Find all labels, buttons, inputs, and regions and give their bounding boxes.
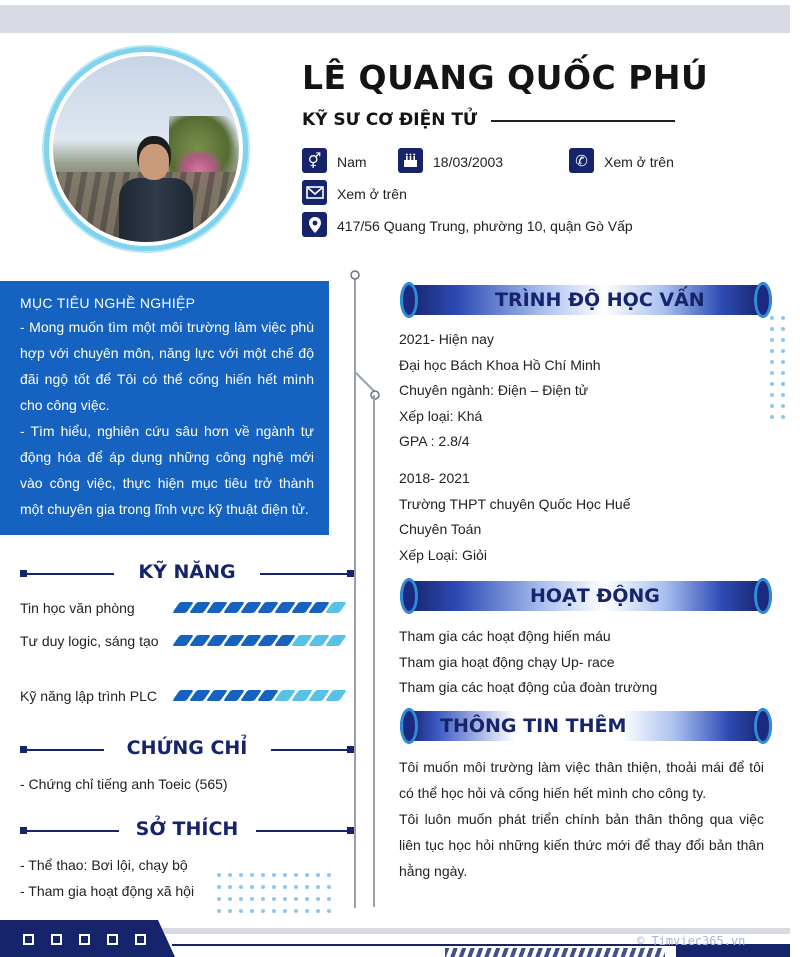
decor-dot <box>781 327 785 331</box>
decor-dot <box>770 382 774 386</box>
certificate-item: - Chứng chỉ tiếng anh Toeic (565) <box>20 776 228 792</box>
decor-dot <box>272 885 276 889</box>
decor-dot <box>283 885 287 889</box>
education-line: 2021- Hiện nay <box>399 331 494 347</box>
footer-square <box>51 934 62 945</box>
education-heading <box>400 282 772 318</box>
skill-level-bar <box>176 635 343 646</box>
decor-dot <box>239 909 243 913</box>
decor-dot <box>327 909 331 913</box>
skills-heading <box>20 561 354 587</box>
decor-dot <box>781 349 785 353</box>
education-line: Đại học Bách Khoa Hồ Chí Minh <box>399 356 601 373</box>
activity-item: Tham gia các hoạt động của đoàn trường <box>399 679 658 695</box>
decor-dot <box>261 873 265 877</box>
address-value: 417/56 Quang Trung, phường 10, quận Gò Vấp <box>337 218 633 234</box>
decor-dot <box>770 360 774 364</box>
extra-info-paragraph: Tôi luôn muốn phát triển chính bản thân thông qua việc liên tục học hỏi những kiến thức mới để thay đổi bản thân hằng ngày. <box>399 811 764 879</box>
decor-dot <box>327 885 331 889</box>
birthday-cake-icon <box>398 148 423 173</box>
decor-dot <box>305 885 309 889</box>
decor-dot <box>770 371 774 375</box>
skill-name: Tư duy logic, sáng tạo <box>20 633 159 649</box>
decor-dot <box>217 897 221 901</box>
decor-dot <box>261 885 265 889</box>
skill-level-bar <box>176 690 343 701</box>
gender-value: Nam <box>337 154 367 170</box>
education-heading-label: TRÌNH ĐỘ HỌC VẤN <box>495 289 705 311</box>
education-line: 2018- 2021 <box>399 470 470 486</box>
decor-dot <box>294 873 298 877</box>
title-divider <box>491 120 675 122</box>
career-objective <box>0 281 329 535</box>
decor-dot <box>250 873 254 877</box>
decor-dot <box>217 885 221 889</box>
candidate-name: LÊ QUANG QUỐC PHÚ <box>302 58 709 97</box>
decor-dot <box>770 393 774 397</box>
decorative-dots <box>217 873 331 913</box>
hobby-item: - Thể thao: Bơi lội, chạy bộ <box>20 857 188 873</box>
location-pin-icon <box>302 212 327 237</box>
hobby-item: - Tham gia hoạt động xã hội <box>20 883 195 899</box>
decor-dot <box>781 338 785 342</box>
decor-dot <box>770 327 774 331</box>
skill-name: Tin học văn phòng <box>20 600 135 616</box>
decor-dot <box>283 909 287 913</box>
education-line: Chuyên ngành: Điện – Điện tử <box>399 382 589 398</box>
hobbies-heading-label: SỞ THÍCH <box>135 818 239 840</box>
decor-dot <box>316 873 320 877</box>
decor-dot <box>272 909 276 913</box>
footer-square <box>79 934 90 945</box>
activities-list <box>399 624 657 701</box>
timeline-line-lower <box>373 395 375 907</box>
job-title: KỸ SƯ CƠ ĐIỆN TỬ <box>302 110 478 130</box>
skill-bar-segment <box>325 635 346 646</box>
profile-photo <box>53 56 239 242</box>
gender-icon: ⚥ <box>302 148 327 173</box>
decor-dot <box>327 897 331 901</box>
decor-dot <box>283 897 287 901</box>
decor-dot <box>228 885 232 889</box>
decor-dot <box>272 873 276 877</box>
decor-dot <box>239 873 243 877</box>
decor-dot <box>316 909 320 913</box>
decor-dot <box>228 909 232 913</box>
certificates-heading-label: CHỨNG CHỈ <box>126 737 248 759</box>
activity-item: Tham gia các hoạt động hiến máu <box>399 628 611 644</box>
envelope-icon <box>302 180 327 205</box>
decor-dot <box>305 909 309 913</box>
footer-square <box>107 934 118 945</box>
activity-item: Tham gia hoạt động chạy Up- race <box>399 653 615 670</box>
decor-dot <box>217 873 221 877</box>
decor-dot <box>261 909 265 913</box>
decor-dot <box>228 897 232 901</box>
decor-dot <box>770 404 774 408</box>
decor-dot <box>781 404 785 408</box>
phone-icon: ✆ <box>569 148 594 173</box>
objective-text: - Mong muốn tìm một môi trường làm việc phù hợp với chuyên môn, năng lực với một chế độ đãi ngộ tốt để Tôi có thể cống hiến hết mình cho công việc. - Tìm hiểu, nghiên cứu sâu hơn về ngành tự động hóa để áp dụng những công nghệ mới vào công việc, thực hiện mục tiêu trở thành một chuyên gia trong lĩnh vực kỹ thuật điện tử. <box>20 319 314 517</box>
footer-square <box>135 934 146 945</box>
decor-dot <box>781 371 785 375</box>
decor-dot <box>250 897 254 901</box>
education-line: GPA : 2.8/4 <box>399 433 470 449</box>
decor-dot <box>239 897 243 901</box>
decor-dot <box>250 909 254 913</box>
decor-dot <box>305 897 309 901</box>
decor-dot <box>770 349 774 353</box>
decor-dot <box>770 415 774 419</box>
decor-dot <box>261 897 265 901</box>
activities-heading-label: HOẠT ĐỘNG <box>530 585 660 607</box>
certificates-heading <box>20 737 354 763</box>
birthday-value: 18/03/2003 <box>433 154 504 170</box>
education-entry <box>399 466 631 568</box>
education-line: Xếp loại: Khá <box>399 407 483 424</box>
extra-info-heading <box>400 708 772 744</box>
decorative-dots <box>770 316 785 419</box>
skill-name: Kỹ năng lập trình PLC <box>20 688 157 704</box>
skills-heading-label: KỸ NĂNG <box>138 561 236 583</box>
objective-title: MỤC TIÊU NGHỀ NGHIỆP <box>20 295 196 311</box>
education-line: Chuyên Toán <box>399 521 482 537</box>
hobbies-heading <box>20 818 354 844</box>
decor-dot <box>250 885 254 889</box>
decor-dot <box>316 897 320 901</box>
decor-dot <box>316 885 320 889</box>
education-line: Trường THPT chuyên Quốc Học Huế <box>399 495 631 512</box>
decor-dot <box>239 885 243 889</box>
extra-info-paragraph: Tôi muốn môi trường làm việc thân thiện, thoải mái để tôi có thể học hỏi và cống hiến hết mình cho công ty. <box>399 759 764 801</box>
footer-square <box>23 934 34 945</box>
decor-dot <box>294 897 298 901</box>
skill-bar-segment <box>325 602 346 613</box>
decor-dot <box>781 316 785 320</box>
decor-dot <box>228 873 232 877</box>
skill-bar-segment <box>325 690 346 701</box>
decor-dot <box>305 873 309 877</box>
decor-dot <box>272 897 276 901</box>
extra-info-heading-label: THÔNG TIN THÊM <box>440 715 627 737</box>
email-value: Xem ở trên <box>337 186 407 202</box>
timeline-connector <box>350 270 384 410</box>
decor-dot <box>217 909 221 913</box>
education-line: Xếp Loại: Giỏi <box>399 546 487 563</box>
top-band <box>0 5 790 33</box>
decor-dot <box>781 360 785 364</box>
avatar <box>44 47 248 251</box>
decor-dot <box>781 393 785 397</box>
phone-value: Xem ở trên <box>604 154 674 170</box>
decor-dot <box>781 382 785 386</box>
decor-dot <box>283 873 287 877</box>
skill-level-bar <box>176 602 343 613</box>
education-entry <box>399 327 601 455</box>
decor-dot <box>294 909 298 913</box>
watermark: © Timviec365.vn <box>637 934 746 948</box>
decor-dot <box>781 415 785 419</box>
decor-dot <box>327 873 331 877</box>
decor-dot <box>294 885 298 889</box>
activities-heading <box>400 578 772 614</box>
decor-dot <box>770 338 774 342</box>
